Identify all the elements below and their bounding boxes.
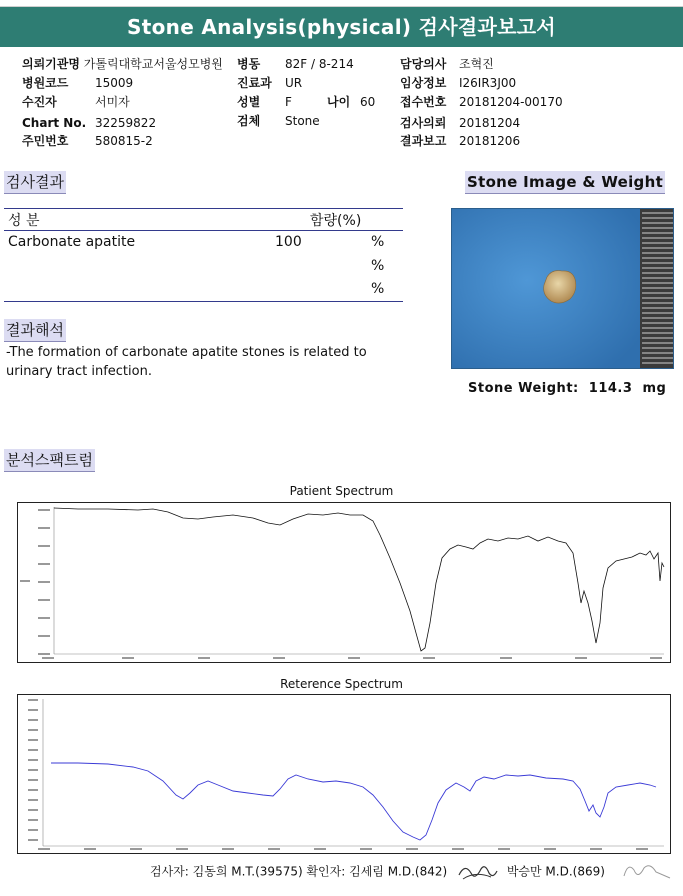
info-report-date-label	[400, 133, 446, 149]
signature-text-2: 박승만 M.D.(869)	[506, 864, 605, 879]
info-label: 진료과	[237, 76, 272, 90]
info-chart-no-label	[22, 115, 86, 131]
info-label: 검사의뢰	[400, 116, 447, 130]
info-value: 조혁진	[459, 57, 494, 71]
column-header-component: 성 분	[8, 213, 40, 229]
signature-mark-2	[620, 858, 675, 884]
info-value: 서미자	[95, 95, 130, 109]
signature-mark	[455, 861, 499, 883]
reference-spectrum-title: Reterence Spectrum	[280, 677, 403, 691]
info-label: 병동	[237, 57, 261, 71]
stone-weight	[468, 381, 666, 396]
info-label: 의뢰기관명	[22, 57, 80, 71]
info-value: F	[285, 95, 292, 109]
result-unit: %	[371, 281, 385, 297]
info-resident-no-label	[22, 133, 68, 149]
stone-weight-value: 114.3	[588, 381, 633, 396]
info-label: 병원코드	[22, 76, 69, 90]
stone-photo	[451, 208, 674, 369]
patient-y-ticks	[20, 509, 50, 655]
info-value: 15009	[95, 76, 134, 90]
info-dept-label	[237, 75, 272, 91]
info-label: Chart No.	[22, 116, 87, 130]
table-header-rule	[4, 230, 403, 231]
reference-y-ticks	[28, 699, 38, 841]
info-value: 20181204-00170	[459, 95, 563, 109]
info-accession-label	[400, 94, 446, 110]
result-component: Carbonate apatite	[8, 234, 136, 250]
spectrum-heading: 분석스팩트럼	[4, 449, 95, 472]
info-value: Stone	[285, 114, 320, 128]
info-value: 가톨릭대학교서울성모병원	[83, 57, 223, 71]
info-label: 접수번호	[400, 95, 447, 109]
info-value: 580815-2	[95, 134, 153, 148]
info-value: 20181206	[459, 134, 521, 148]
info-age-label	[327, 94, 350, 110]
info-value: 60	[360, 95, 376, 109]
reference-spectrum-line	[51, 763, 656, 840]
info-label: 임상정보	[400, 76, 447, 90]
info-ward-label	[237, 56, 260, 72]
info-label: 담당의사	[400, 57, 447, 71]
result-unit: %	[371, 234, 385, 250]
results-heading: 검사결과	[4, 171, 66, 194]
signature-text: 검사자: 김동희 M.T.(39575) 확인자: 김세림 M.D.(842)	[150, 864, 448, 879]
result-amount: 100	[275, 234, 302, 250]
info-label: 주민번호	[22, 134, 69, 148]
info-label: 수진자	[22, 95, 57, 109]
info-value: 20181204	[459, 116, 521, 130]
info-value: UR	[285, 76, 303, 90]
info-hospital-code	[22, 75, 68, 91]
reference-x-ticks	[38, 848, 648, 850]
info-value: 82F / 8-214	[285, 57, 354, 71]
info-clinical-label	[400, 75, 446, 91]
patient-spectrum-plot	[18, 503, 670, 662]
patient-spectrum-chart	[17, 502, 671, 663]
stone-weight-unit: mg	[642, 381, 667, 396]
info-label: 성별	[237, 95, 261, 109]
interpretation-heading: 결과해석	[4, 319, 66, 342]
patient-spectrum-title: Patient Spectrum	[289, 484, 394, 498]
info-label: 검체	[237, 114, 261, 128]
result-unit: %	[371, 258, 385, 274]
info-label: 결과보고	[400, 134, 447, 148]
signatures	[150, 861, 605, 883]
info-requesting-institution	[22, 56, 223, 72]
reference-spectrum-chart	[17, 694, 671, 854]
patient-spectrum-line	[54, 508, 664, 651]
report-title: Stone Analysis(physical) 검사결과보고서	[0, 7, 683, 47]
stone-weight-label: Stone Weight:	[468, 381, 579, 396]
table-top-rule	[4, 208, 403, 209]
stone-photo-graphic	[452, 209, 673, 368]
patient-plot-frame	[54, 507, 664, 654]
info-value: 32259822	[95, 116, 157, 130]
interpretation-text: -The formation of carbonate apatite stones is related to urinary tract infection.	[6, 345, 367, 379]
info-patient-name-label	[22, 94, 57, 110]
info-request-date-label	[400, 115, 446, 131]
reference-plot-frame	[43, 699, 664, 846]
reference-spectrum-plot	[18, 695, 670, 853]
column-header-amount: 함량(%)	[310, 213, 362, 229]
stone-heading: Stone Image & Weight	[465, 171, 665, 194]
info-sex-label	[237, 94, 260, 110]
table-bottom-rule	[4, 301, 403, 302]
patient-x-ticks	[42, 657, 662, 659]
info-value: I26IR3J00	[459, 76, 517, 90]
info-label: 나이	[327, 95, 351, 109]
top-border	[0, 0, 683, 7]
info-doctor-label	[400, 56, 446, 72]
info-specimen-label	[237, 113, 260, 129]
